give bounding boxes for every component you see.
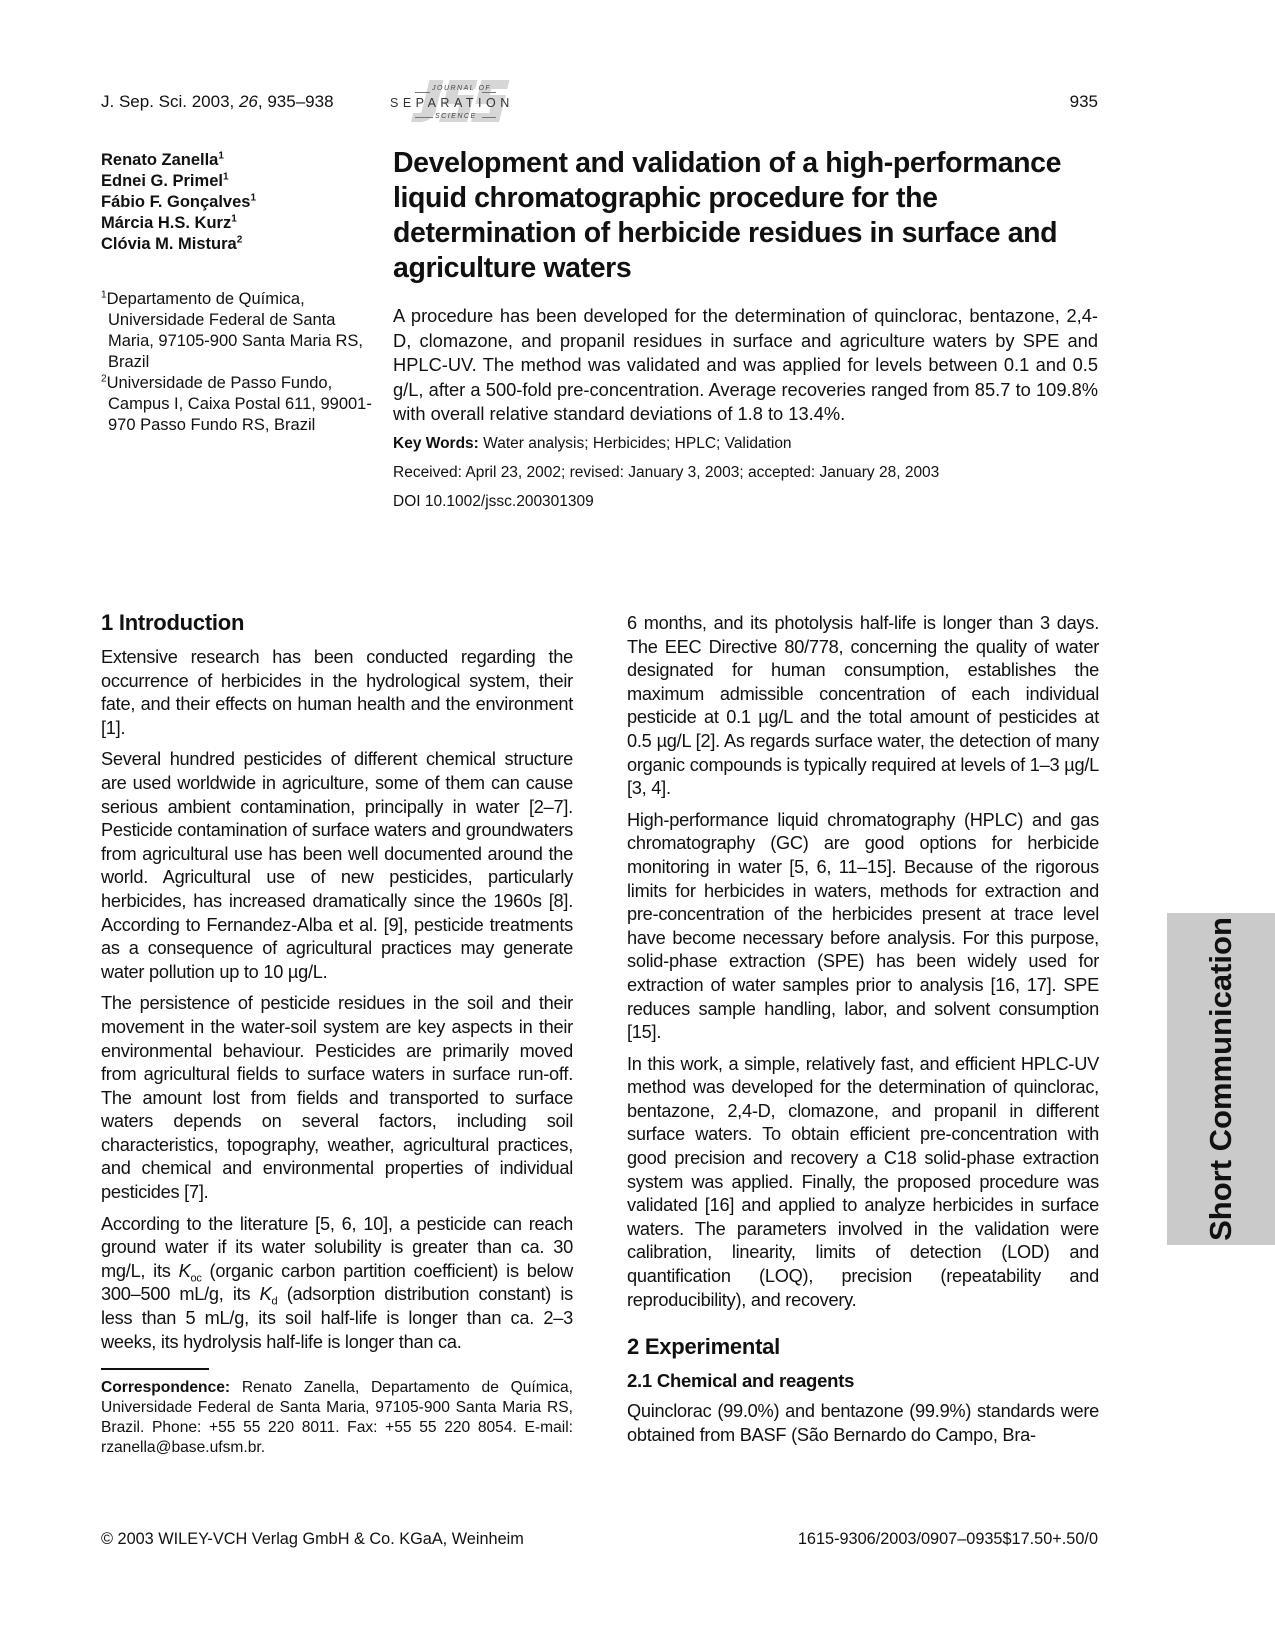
article-code: 1615-9306/2003/0907–0935$17.50+.50/0 [797, 1530, 1098, 1548]
abstract: A procedure has been developed for the determination of quinclorac, bentazone, 2,4-D, clomazone, and propanil residues in surface and agriculture waters by SPE and HPLC-UV. The method was validated and was applied for levels between 0.1 and 0.5 g/L, after a 500-fold pre-concentration. Average recoveries ranged from 85.7 to 109.8% with overall relative standard deviations of 1.8 to 13.4%. [393, 305, 1098, 425]
author: Renato Zanella$^1$ [101, 150, 224, 169]
section-heading: 2 Experimental [627, 1334, 781, 1360]
page-number: 935 [1069, 92, 1098, 111]
paragraph: Extensive research has been conducted regarding the occurrence of herbicides in the hydrological system, their fate, and their effects on human health and the environment [1]. [101, 647, 573, 738]
received-dates: Received: April 23, 2002; revised: January 3, 2003; accepted: January 28, 2003 [393, 463, 940, 481]
section-heading: 1 Introduction [101, 610, 245, 635]
logo-text: JOURNAL OF [432, 85, 492, 92]
paragraph: 6 months, and its photolysis half-life is longer than 3 days. The EEC Directive 80/778, concerning the quality of water designated for human consumption, establishes the maximum admissible concentration of each individual pesticide at 0.1 µg/L and the total amount of pesticides at 0.5 µg/L [2]. As regards surface water, the detection of many organic compounds is typically required at levels of 1–3 µg/L [3, 4]. [627, 613, 1099, 799]
paragraph: Several hundred pesticides of different chemical structure are used worldwide in agriculture, some of them can cause serious ambient contamination, principally in water [2–7]. Pesticide contamination of surface waters and groundwaters from agricultural use has been well documented around the world. Agricultural use of new pesticides, particularly herbicides, has increased dramatically since the 1960s [8]. According to Fernandez-Alba et al. [9], pesticide treatments as a consequence of agricultural practices may generate water pollution up to 10 µg/L. [101, 749, 573, 982]
correspondence: Correspondence: Renato Zanella, Departamento de Química, Universidade Federal de Santa Maria, 97105-900 Santa Maria RS, Brazil. Phone: +55 55 220 8011. Fax: +55 55 220 8054. E-mail: rzanella@base.ufsm.br. [101, 1378, 573, 1456]
author: Ednei G. Primel$^1$ [101, 171, 229, 190]
subsection-heading: 2.1 Chemical and reagents [627, 1370, 855, 1392]
logo-line [482, 117, 496, 118]
affiliation: $^2$Universidade de Passo Fundo, Campus I, Caixa Postal 611, 99001-970 Passo Fundo RS, Brazil [101, 373, 372, 434]
right-column [627, 612, 1099, 1455]
paragraph: The persistence of pesticide residues in the soil and their movement in the water-soil system are key aspects in their environmental behaviour. Pesticides are primarily moved from agricultural fields to surface waters in surface run-off. The amount lost from fields and transported to surface waters depends on several factors, including soil characteristics, topography, weather, agricultural practices, and chemical and environmental properties of individual pesticides [7]. [101, 993, 573, 1203]
paragraph: High-performance liquid chromatography (HPLC) and gas chromatography (GC) are good options for herbicide monitoring in water [5, 6, 11–15]. Because of the rigorous limits for herbicides in waters, methods for extraction and pre-concentration of the herbicides present at trace level have become necessary before analysis. For this purpose, solid-phase extraction (SPE) has been widely used for extraction of water samples prior to analysis [16, 17]. SPE reduces sample handling, labor, and solvent consumption [15]. [627, 809, 1099, 1043]
logo-line [415, 117, 433, 118]
section-tab-label: Short Communication [1203, 917, 1238, 1241]
copyright: © 2003 WILEY-VCH Verlag GmbH & Co. KGaA, Weinheim [101, 1530, 524, 1548]
paragraph: In this work, a simple, relatively fast, and efficient HPLC-UV method was developed for the determination of quinclorac, bentazone, 2,4-D, clomazone, and propanil in different surface waters. To obtain efficient pre-concentration with good precision and recovery a C18 solid-phase extraction system was applied. Finally, the proposed procedure was validated [16] and applied to analyze herbicides in surface waters. The parameters involved in the validation were calibration, linearity, limits of detection (LOD) and quantification (LOQ), precision (repeatability and reproducibility), and recovery. [627, 1053, 1099, 1310]
journal-logo [390, 78, 520, 128]
keywords: Key Words: Water analysis; Herbicides; HPLC; Validation [393, 434, 792, 452]
affiliations [101, 289, 376, 436]
left-column [101, 610, 573, 1458]
footnote-rule [101, 1368, 209, 1370]
citation-text: J. Sep. Sci. 2003, [101, 92, 239, 111]
logo-text: SCIENCE [435, 113, 477, 120]
author: Fábio F. Gonçalves$^1$ [101, 192, 257, 211]
author-list [101, 150, 256, 255]
logo-line [415, 92, 430, 93]
author: Márcia H.S. Kurz$^1$ [101, 213, 237, 232]
paragraph: According to the literature [5, 6, 10], a pesticide can reach ground water if its water solubility is greater than ca. 30 mg/L, its $K_{oc}$ (organic carbon partition coefficient) is below 300–500 mL/g, its $K_d$ (adsorption distribution constant) is less than 5 mL/g, its soil half-life is longer than ca. 2–3 weeks, its hydrolysis half-life is longer than ca. [101, 1213, 573, 1352]
logo-text: SEPARATION [390, 96, 514, 110]
section-tab [1167, 913, 1275, 1245]
journal-citation [101, 92, 334, 112]
article-header [393, 146, 1098, 522]
volume: 26 [238, 92, 258, 111]
affiliation: $^1$Departamento de Química, Universidade Federal de Santa Maria, 97105-900 Santa Maria RS, Brazil [101, 289, 363, 371]
paragraph: Quinclorac (99.0%) and bentazone (99.9%) standards were obtained from BASF (São Bernardo do Campo, Bra- [627, 1401, 1099, 1445]
pages: , 935–938 [257, 92, 334, 111]
doi: DOI 10.1002/jssc.200301309 [393, 492, 594, 510]
author: Clóvia M. Mistura$^2$ [101, 234, 243, 253]
article-title: Development and validation of a high-performance liquid chromatographic procedure for the determination of herbicide residues in surface and agriculture waters [393, 147, 1062, 284]
